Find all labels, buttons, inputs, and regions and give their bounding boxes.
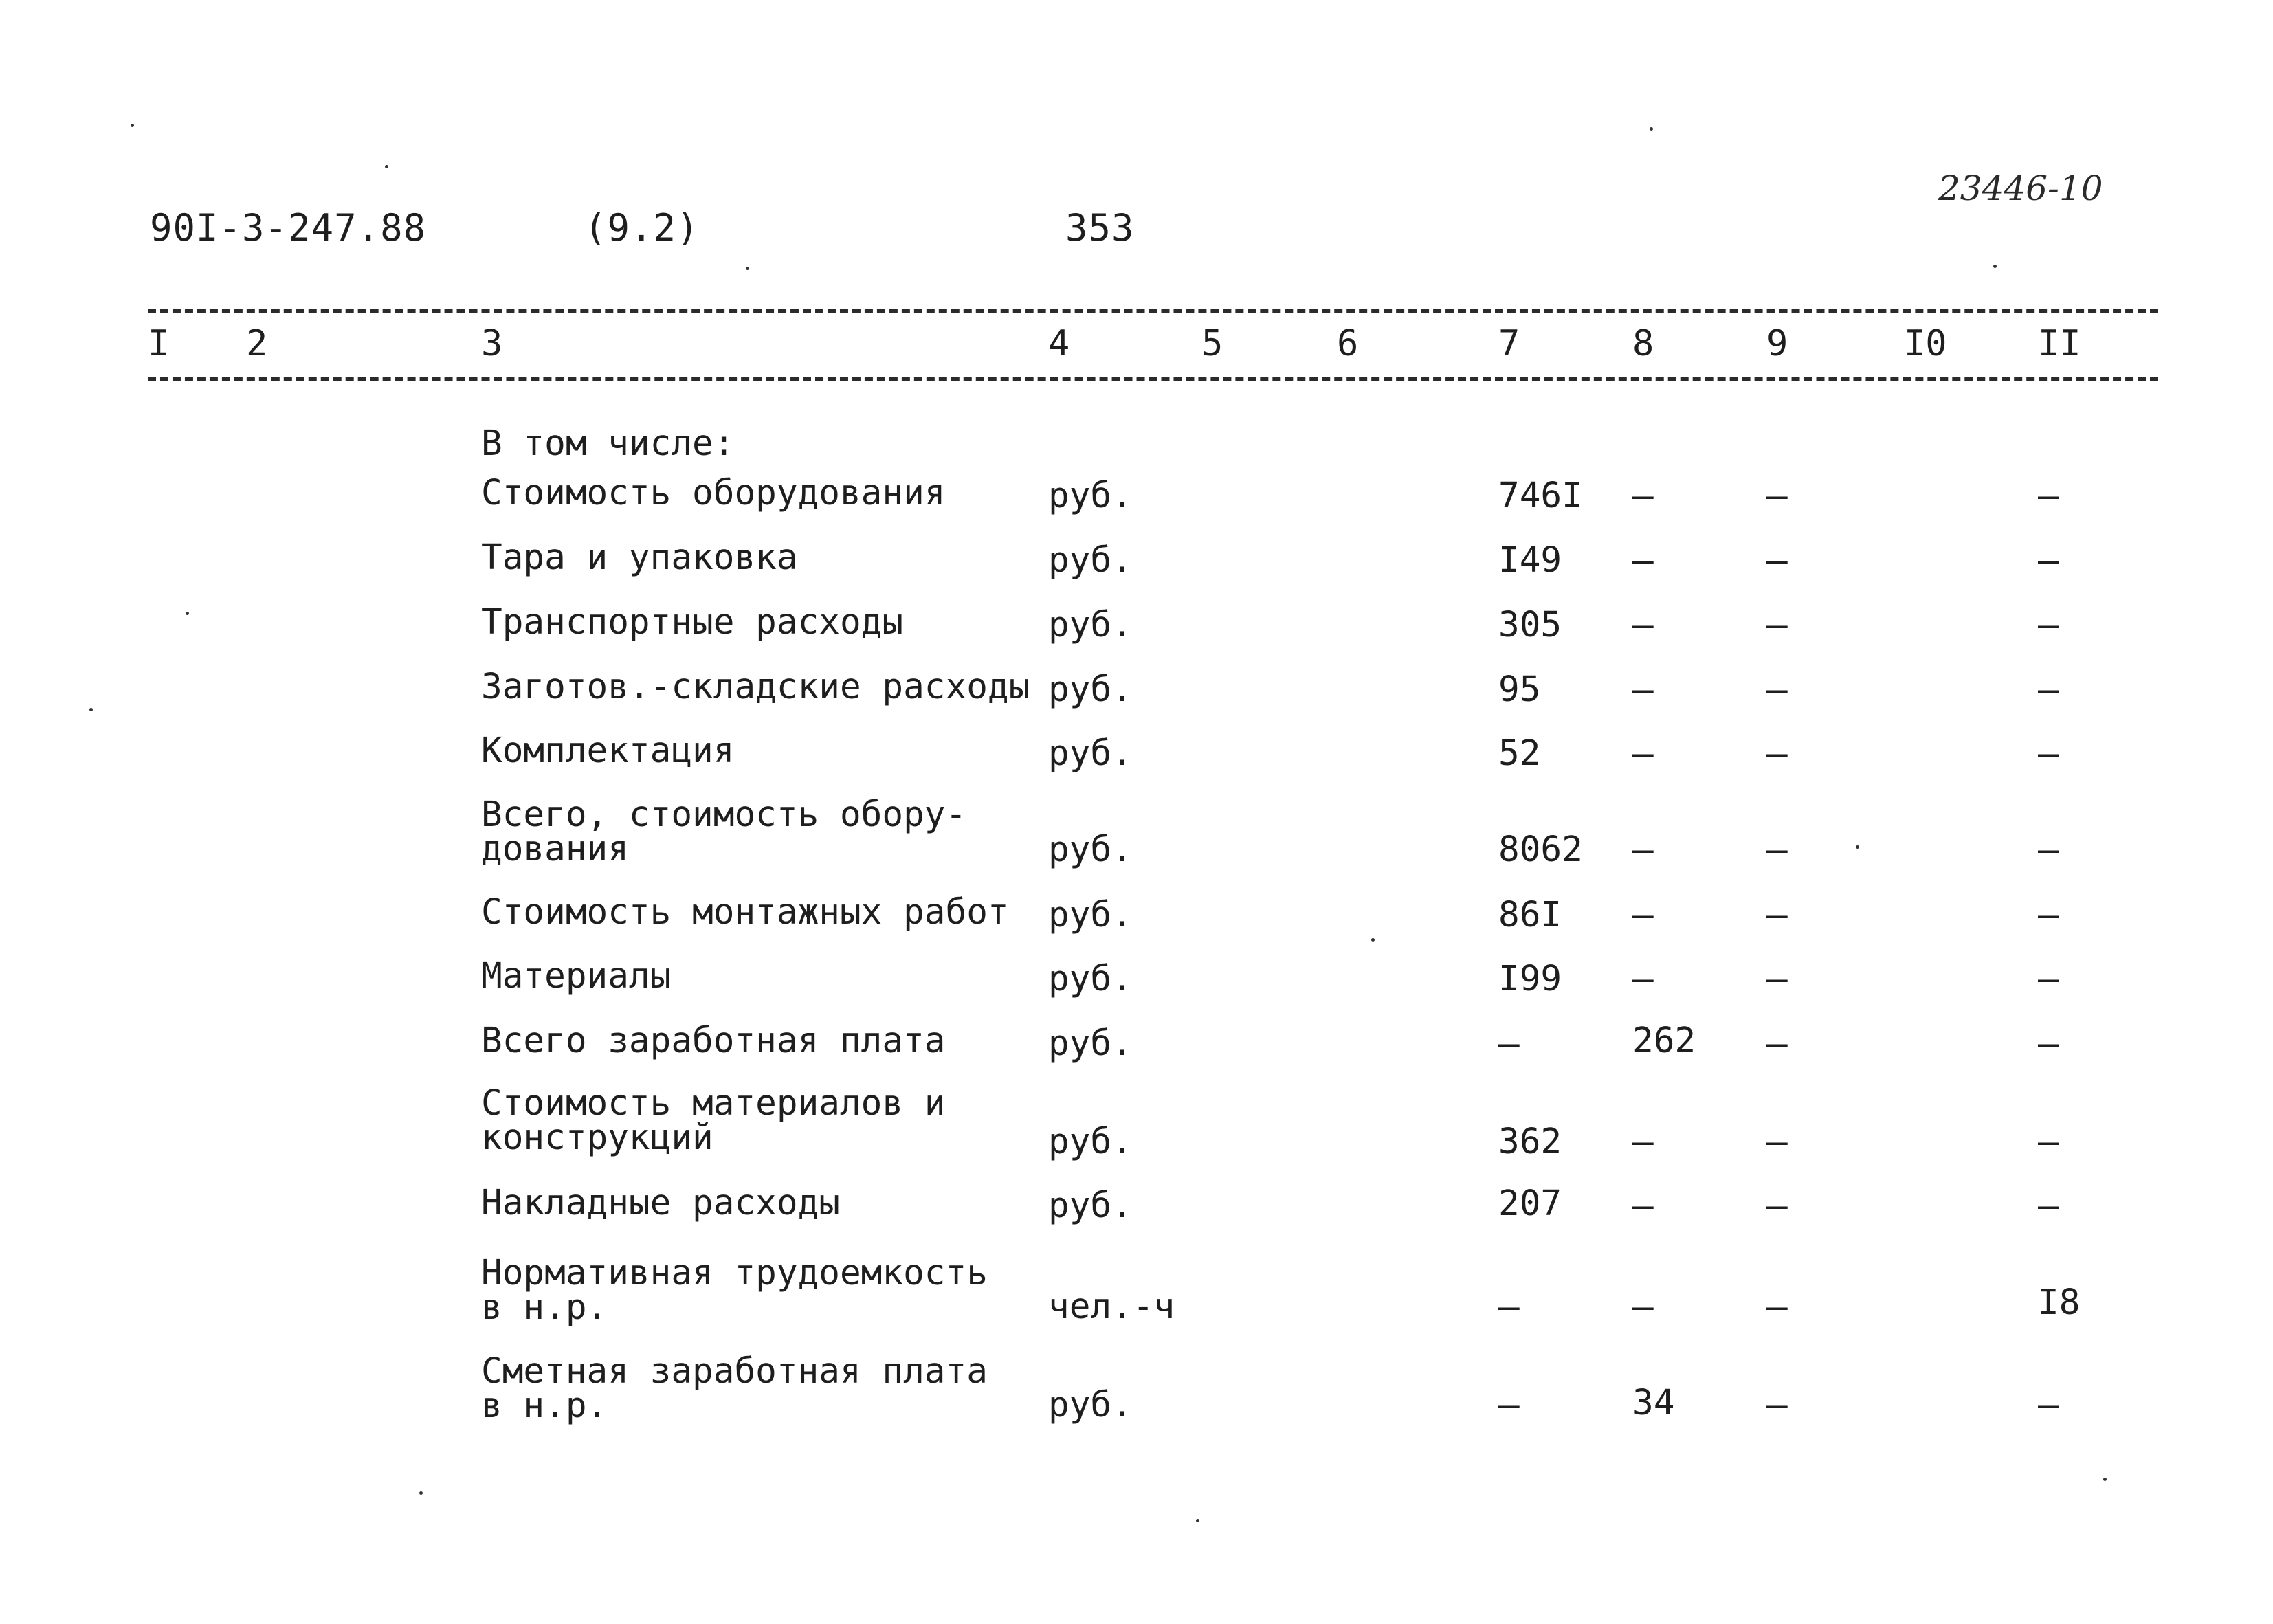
row-unit: руб. xyxy=(1048,1186,1133,1226)
row-name: Стоимость материалов и xyxy=(481,1083,946,1124)
row-unit: руб. xyxy=(1048,605,1133,645)
row-col11: – xyxy=(2038,540,2059,581)
row-col11: – xyxy=(2038,895,2059,935)
row-col7: 86I xyxy=(1498,895,1562,935)
section-number: (9.2) xyxy=(584,206,700,249)
row-name-continued: дования xyxy=(481,829,629,869)
row-unit: руб. xyxy=(1048,669,1133,710)
scan-speck xyxy=(746,267,749,270)
scan-speck xyxy=(1993,265,1997,268)
row-col11: – xyxy=(2038,1122,2059,1162)
scan-speck xyxy=(1196,1519,1199,1522)
row-name: Накладные расходы xyxy=(481,1183,840,1223)
row-col7: 207 xyxy=(1498,1183,1562,1224)
row-col11: – xyxy=(2038,1385,2059,1425)
row-col9: – xyxy=(1766,476,1788,516)
row-name: Всего, стоимость обору- xyxy=(481,794,967,835)
row-col9: – xyxy=(1766,1385,1788,1425)
scan-speck xyxy=(1650,127,1653,131)
scan-speck xyxy=(131,124,134,127)
archive-number: 23446-10 xyxy=(1938,168,2103,208)
row-col9: – xyxy=(1766,605,1788,645)
row-col9: – xyxy=(1766,895,1788,935)
row-name: Стоимость оборудования xyxy=(481,473,946,513)
row-unit: руб. xyxy=(1048,830,1133,870)
row-col11: – xyxy=(2038,605,2059,645)
row-col8: – xyxy=(1632,1122,1654,1162)
intro-label: В том числе: xyxy=(481,423,735,464)
scan-speck xyxy=(419,1491,423,1495)
row-col9: – xyxy=(1766,1287,1788,1327)
row-col11: – xyxy=(2038,669,2059,710)
row-col7: 8062 xyxy=(1498,830,1583,870)
column-header-5: 5 xyxy=(1201,323,1223,364)
row-col8: – xyxy=(1632,959,1654,999)
scan-speck xyxy=(89,708,93,711)
row-col8: 262 xyxy=(1632,1021,1696,1061)
row-name-continued: в н.р. xyxy=(481,1287,608,1328)
row-name: Заготов.-складские расходы xyxy=(481,667,1030,707)
row-col7: I49 xyxy=(1498,540,1562,581)
row-name-continued: в н.р. xyxy=(481,1386,608,1426)
row-name: Нормативная трудоемкость xyxy=(481,1253,988,1293)
column-header-8: 8 xyxy=(1632,323,1654,364)
row-unit: чел.-ч xyxy=(1048,1287,1175,1327)
row-col7: – xyxy=(1498,1385,1520,1425)
scan-speck xyxy=(186,612,189,615)
scan-speck xyxy=(1856,845,1859,849)
row-col7: – xyxy=(1498,1023,1520,1064)
row-name: Транспортные расходы xyxy=(481,602,904,643)
column-header-1: I xyxy=(148,323,170,364)
column-header-10: I0 xyxy=(1904,323,1947,364)
row-col9: – xyxy=(1766,959,1788,999)
row-col11: – xyxy=(2038,959,2059,999)
page-number: 353 xyxy=(1065,206,1135,249)
row-unit: руб. xyxy=(1048,1023,1133,1064)
column-header-3: 3 xyxy=(481,323,503,364)
row-col11: – xyxy=(2038,1023,2059,1064)
row-unit: руб. xyxy=(1048,733,1133,774)
row-col8: 34 xyxy=(1632,1383,1675,1423)
row-col9: – xyxy=(1766,669,1788,710)
row-col7: 305 xyxy=(1498,605,1562,645)
row-unit: руб. xyxy=(1048,959,1133,999)
row-col8: – xyxy=(1632,605,1654,645)
row-name: Комплектация xyxy=(481,731,735,771)
row-name: Всего заработная плата xyxy=(481,1021,946,1061)
row-unit: руб. xyxy=(1048,476,1133,516)
scan-speck xyxy=(1371,938,1375,942)
row-col9: – xyxy=(1766,540,1788,581)
row-col7: 95 xyxy=(1498,669,1541,710)
row-col9: – xyxy=(1766,1023,1788,1064)
document-code: 90I-3-247.88 xyxy=(150,206,427,249)
column-header-6: 6 xyxy=(1337,323,1359,364)
row-col8: – xyxy=(1632,895,1654,935)
row-unit: руб. xyxy=(1048,540,1133,581)
row-col8: – xyxy=(1632,476,1654,516)
row-col7: I99 xyxy=(1498,959,1562,999)
column-header-4: 4 xyxy=(1048,323,1070,364)
row-col11: – xyxy=(2038,830,2059,870)
row-unit: руб. xyxy=(1048,1385,1133,1425)
header-bottom-rule xyxy=(148,377,2158,381)
column-header-2: 2 xyxy=(246,323,268,364)
row-col9: – xyxy=(1766,1186,1788,1226)
scan-speck xyxy=(385,165,388,168)
row-col8: – xyxy=(1632,1186,1654,1226)
row-col8: – xyxy=(1632,830,1654,870)
row-col11: I8 xyxy=(2038,1282,2081,1323)
row-col8: – xyxy=(1632,1287,1654,1327)
row-col7: 746I xyxy=(1498,476,1583,516)
row-name-continued: конструкций xyxy=(481,1117,713,1158)
column-header-7: 7 xyxy=(1498,323,1520,364)
row-col11: – xyxy=(2038,733,2059,774)
row-col9: – xyxy=(1766,733,1788,774)
row-col7: 362 xyxy=(1498,1122,1562,1162)
row-col8: – xyxy=(1632,540,1654,581)
row-col8: – xyxy=(1632,733,1654,774)
row-unit: руб. xyxy=(1048,895,1133,935)
row-col8: – xyxy=(1632,669,1654,710)
row-col7: – xyxy=(1498,1287,1520,1327)
row-name: Стоимость монтажных работ xyxy=(481,892,1009,933)
column-header-9: 9 xyxy=(1766,323,1788,364)
row-name: Тара и упаковка xyxy=(481,537,798,578)
scan-speck xyxy=(2103,1478,2107,1481)
row-col9: – xyxy=(1766,1122,1788,1162)
row-col11: – xyxy=(2038,476,2059,516)
row-name: Материалы xyxy=(481,956,672,997)
header-top-rule xyxy=(148,309,2158,313)
row-col9: – xyxy=(1766,830,1788,870)
row-col7: 52 xyxy=(1498,733,1541,774)
column-header-11: II xyxy=(2038,323,2081,364)
row-col11: – xyxy=(2038,1186,2059,1226)
row-unit: руб. xyxy=(1048,1122,1133,1162)
row-name: Сметная заработная плата xyxy=(481,1351,988,1392)
